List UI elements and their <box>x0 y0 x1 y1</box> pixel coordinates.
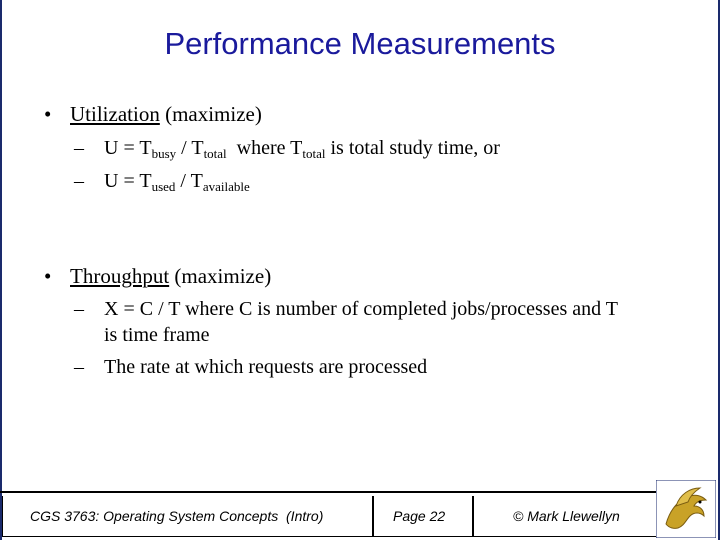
footer-rule <box>0 491 656 493</box>
bullet-dot: • <box>44 264 52 288</box>
footer-course: CGS 3763: Operating System Concepts (Intro) <box>30 508 324 524</box>
dash: – <box>74 298 84 320</box>
bullet-label: Utilization <box>70 102 160 126</box>
footer-course-box <box>2 496 374 537</box>
dash: – <box>74 356 84 378</box>
footer-author-box <box>472 496 658 537</box>
sub-utilization-formula-1: – $U = T_{busy} / T_{total}$ where $T_{total}$ is total study time, or <box>74 137 500 161</box>
bullet-utilization <box>44 102 262 127</box>
sub-throughput-rate: – The rate at which requests are processed <box>74 356 428 378</box>
bullet-suffix: (maximize) <box>159 102 262 126</box>
footer-page: Page 22 <box>393 508 446 524</box>
slide-border-left <box>0 0 2 540</box>
sub-utilization-formula-2: – $U = T_{used} / T_{available}$ <box>74 170 250 194</box>
pegasus-logo-icon <box>656 480 716 538</box>
footer-page-box <box>372 496 474 537</box>
footer-author: © Mark Llewellyn <box>513 508 620 524</box>
bullet-throughput <box>44 264 271 289</box>
bullet-dot: • <box>44 102 52 126</box>
dash: – <box>74 137 84 159</box>
dash: – <box>74 170 84 192</box>
sub-throughput-formula: – X = C / T where C is number of completed jobs/processes and T is time frame <box>74 298 618 346</box>
ucf-pegasus-logo <box>656 480 716 538</box>
bullet-label: Throughput <box>70 264 170 288</box>
slide-title: Performance Measurements <box>164 26 556 61</box>
bullet-suffix: (maximize) <box>169 264 272 288</box>
